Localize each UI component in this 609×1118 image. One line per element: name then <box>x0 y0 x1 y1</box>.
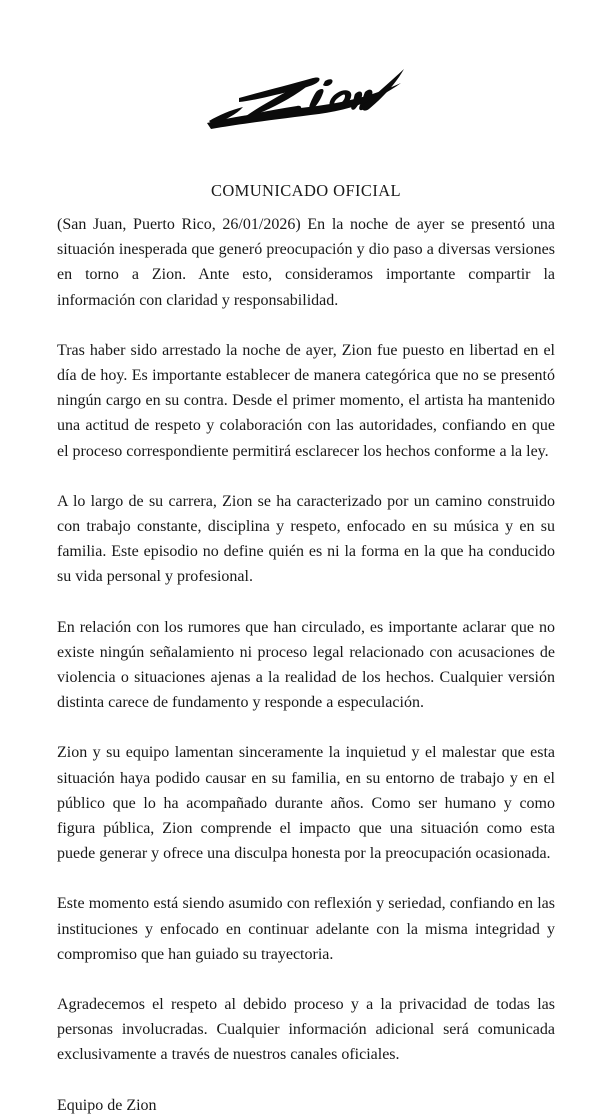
signature-line: Equipo de Zion <box>57 1096 157 1114</box>
paragraph-6: Este momento está siendo asumido con reflexión y seriedad, confiando en las instituciones y enfocado en continuar adelante con la misma integridad y compromiso que han guiado su trayectoria. <box>57 895 555 963</box>
paragraph-4: En relación con los rumores que han circulado, es importante aclarar que no existe ningún señalamiento ni proceso legal relacionado con acusaciones de violencia o situaciones ajenas a la realidad de los hechos. Cualquier versión distinta carece de fundamento y responde a especulación. <box>57 618 555 712</box>
page-title: COMUNICADO OFICIAL <box>210 181 402 200</box>
paragraph-3: A lo largo de su carrera, Zion se ha caracterizado por un camino construido con trabajo constante, disciplina y respeto, enfocado en su música y en su familia. Este episodio no define quién es ni la forma en la que ha conducido su vida personal y profesional. <box>57 492 555 586</box>
statement-body <box>57 178 555 1118</box>
paragraph-2: Tras haber sido arrestado la noche de ayer, Zion fue puesto en libertad en el día de hoy. Es importante establecer de manera categórica que no se presentó ningún cargo en su contra. Desde el primer momento, el artista ha mantenido una actitud de respeto y colaboración con las autoridades, confiando en que el proceso correspondiente permitirá esclarecer los hechos conforme a la ley. <box>57 341 555 460</box>
paragraph-7: Agradecemos el respeto al debido proceso y a la privacidad de todas las personas involucradas. Cualquier información adicional será comunicada exclusivamente a través de nuestros canales oficiales. <box>57 996 555 1064</box>
paragraph-1: (San Juan, Puerto Rico, 26/01/2026) En la noche de ayer se presentó una situación inesperada que generó preocupación y dio paso a diversas versiones en torno a Zion. Ante esto, consideramos importante compartir la información con claridad y responsabilidad. <box>57 216 555 309</box>
paragraph-5: Zion y su equipo lamentan sinceramente la inquietud y el malestar que esta situación haya podido causar en su familia, en su entorno de trabajo y en el público que lo ha acompañado durante años. Como ser humano y como figura pública, Zion comprende el impacto que una situación como esta puede generar y ofrece una disculpa honesta por la preocupación ocasionada. <box>57 744 555 863</box>
zion-logo <box>0 58 609 136</box>
zion-brush-logo-icon <box>205 61 405 133</box>
